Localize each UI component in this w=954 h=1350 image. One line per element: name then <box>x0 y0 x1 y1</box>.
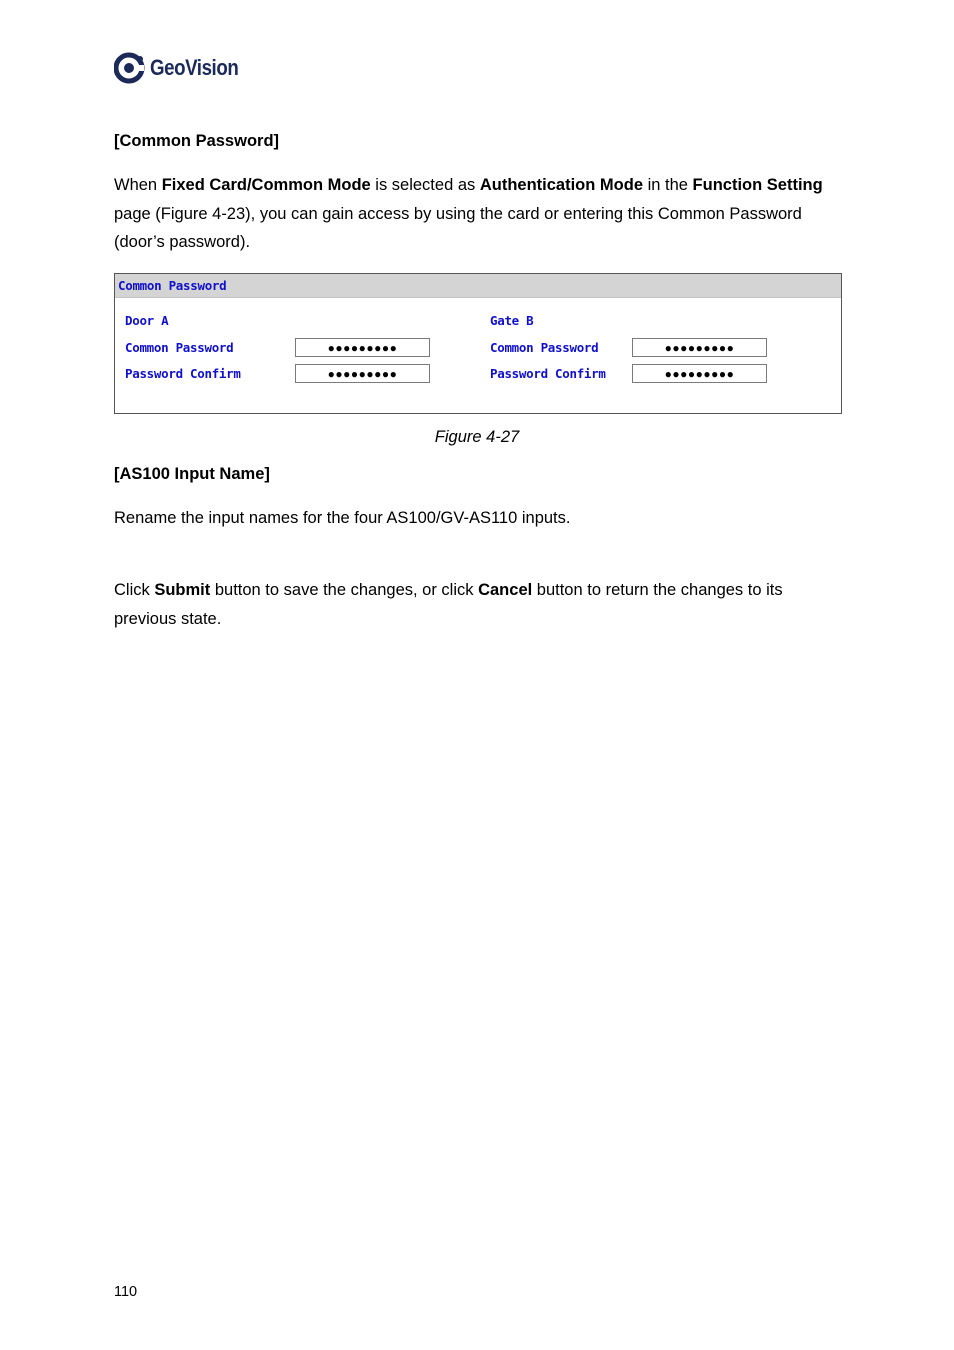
gate-b-common-password-label: Common Password <box>490 340 599 355</box>
text-run: Click <box>114 581 155 599</box>
door-a-common-password-label: Common Password <box>125 340 234 355</box>
text-run: button to return the changes to its previous state. <box>114 581 783 628</box>
common-password-description <box>114 171 844 257</box>
text-run: Fixed Card/Common Mode <box>161 176 371 194</box>
figure-header: Common Password <box>115 274 841 298</box>
as100-input-name-description: Rename the input names for the four AS100/GV-AS110 inputs. <box>114 509 571 527</box>
gate-b-password-confirm-label: Password Confirm <box>490 366 606 381</box>
door-a-password-confirm-label: Password Confirm <box>125 366 241 381</box>
door-a-title: Door A <box>125 313 169 328</box>
gate-b-title: Gate B <box>490 313 534 328</box>
gate-b-common-password-input[interactable]: ●●●●●●●●● <box>632 338 767 357</box>
common-password-figure <box>114 273 842 414</box>
text-run: page (Figure 4-23), you can gain access by using the card or entering this Common Password (door’s password). <box>114 204 802 251</box>
section-heading-common-password: [Common Password] <box>114 132 280 150</box>
door-a-common-password-input[interactable]: ●●●●●●●●● <box>295 338 430 357</box>
text-run: Submit <box>154 581 211 599</box>
geovision-swirl-icon <box>114 51 148 85</box>
page-number: 110 <box>114 1284 138 1300</box>
gate-b-password-confirm-input[interactable]: ●●●●●●●●● <box>632 364 767 383</box>
door-a-password-confirm-input[interactable]: ●●●●●●●●● <box>295 364 430 383</box>
text-run: Authentication Mode <box>479 176 643 194</box>
logo-text: GeoVision <box>150 55 239 80</box>
text-run: button to save the changes, or click <box>210 581 479 599</box>
figure-caption: Figure 4-27 <box>434 428 520 446</box>
text-run: is selected as <box>370 176 480 194</box>
text-run: Cancel <box>478 581 533 599</box>
submit-cancel-description <box>114 576 844 633</box>
text-run: When <box>114 176 162 194</box>
text-run: in the <box>643 176 693 194</box>
section-heading-as100-input-name: [AS100 Input Name] <box>114 465 270 483</box>
brand-logo <box>114 50 254 86</box>
text-run: Function Setting <box>692 176 823 194</box>
